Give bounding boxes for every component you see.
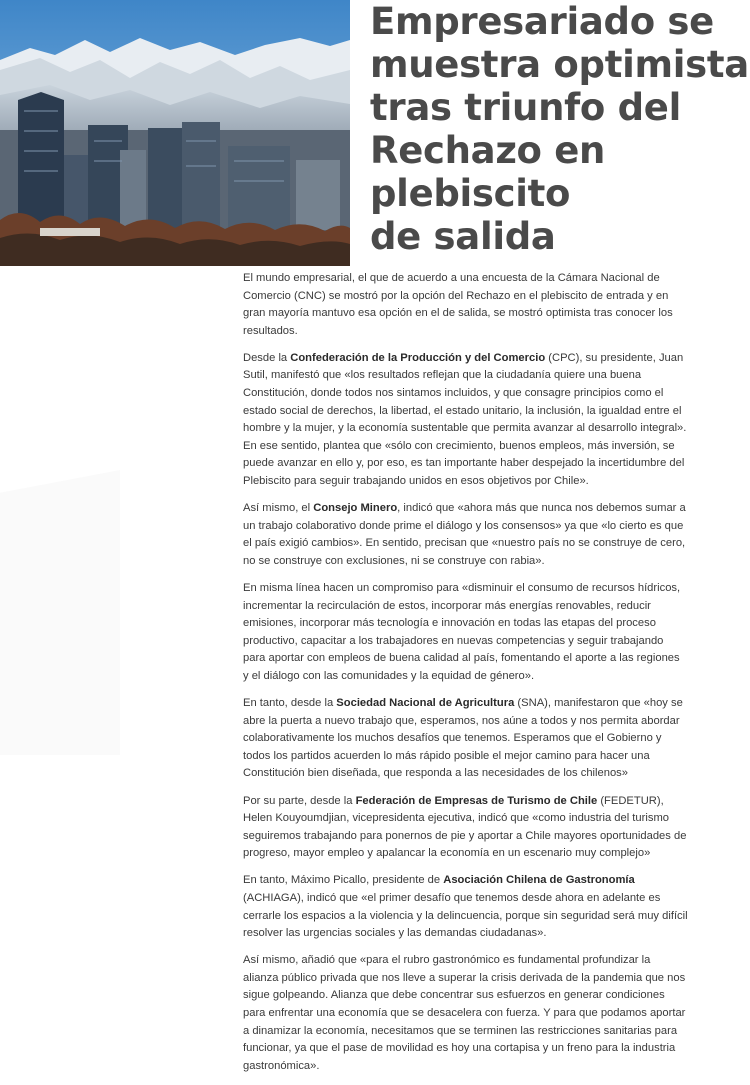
article-paragraph [243,270,688,340]
paragraph-text: El mundo empresarial, el que de acuerdo a una encuesta de la Cámara Nacional de Comercio (CNC) se mostró por la opción del Rechazo en el plebiscito de entrada y en gran mayoría mantuvo esa opción en el de salida, se mostró optimista tras conocer los resultados. [243,272,673,337]
article-title: Empresariado se muestra optimista tras triunfo del Rechazo en plebiscito de salida [370,0,749,258]
paragraph-text: (SNA), manifestaron que «hoy se abre la puerta a nuevo trabajo que, esperamos, nos aúne a todos y nos permita abordar colaborativamente los muchos desafíos que tenemos. Esperamos que el Gobierno y todos los partidos acuerden lo más rápido posible el mejor camino para hacer una Constitución bien diseñada, que responda a las necesidades de los chilenos» [243,697,683,780]
article-paragraph [243,952,688,1075]
organization-name: Sociedad Nacional de Agricultura [336,697,515,710]
paragraph-text: En misma línea hacen un compromiso para «disminuir el consumo de recursos hídricos, incrementar la recirculación de estos, incorporar más energías renovables, reducir emisiones, incorporar más tecnología e innovación en todas las etapas del proceso productivo, capacitar a los trabajadores en nuevas competencias y seguir trabajando para aportar con empleos de buena calidad al país, fomentando el aporte a las regiones y el diálogo con las comunidades y la equidad de género». [243,582,681,682]
left-decoration [0,470,120,755]
article-paragraph [243,872,688,942]
article-paragraph [243,793,688,863]
organization-name: Federación de Empresas de Turismo de Chile [355,794,598,807]
organization-name: Confederación de la Producción y del Comercio [290,351,546,364]
hero-image [0,0,350,266]
paragraph-text: , indicó que «ahora más que nunca nos debemos sumar a un trabajo colaborativo donde prime el diálogo y los consensos» ya que «lo cierto es que el país exigió cambios». En sentido, precisan que «nuestro país no se construye de cero, no se construye con exclusiones, ni se construye con rabia». [243,502,686,567]
paragraph-text: (FEDETUR), Helen Kouyoumdjian, vicepresidenta ejecutiva, indicó que «como industria del turismo seguiremos trabajando para ponernos de pie y aportar a Chile mayores oportunidades de progreso, mayor empleo y apalancar la economía en un escenario muy complejo» [243,794,687,860]
paragraph-text: Por su parte, desde la [243,794,356,807]
article-paragraph [243,500,688,570]
paragraph-text: (CPC), su presidente, Juan Sutil, manifestó que «los resultados reflejan que la ciudadanía quiere una buena Constitución, donde todos nos sintamos incluidos, y que consagre principios como el estado social de derechos, la libertad, el estado unitario, la inclusión, la igualdad entre el hombre y la mujer, y la economía sustentable que permita avanzar al desarrollo integral». En ese sentido, plantea que «sólo con crecimiento, buenos empleos, más inversión, se puede avanzar en ello y, por eso, es tan importante haber despejado la incertidumbre del Plebiscito para seguir trabajando unidos en esos objetivos por Chile». [243,351,687,488]
article-paragraph [243,695,688,783]
paragraph-text: En tanto, Máximo Picallo, presidente de [243,874,444,887]
paragraph-text: Así mismo, añadió que «para el rubro gastronómico es fundamental profundizar la alianza público privada que nos lleve a superar la crisis derivada de la pandemia que nos sigue golpeando. Alianza que debe concentrar sus esfuerzos en generar condiciones para enfrentar una economía que se desacelera con fuerza. Y para que podamos aportar a dinamizar la economía, necesitamos que se terminen las restricciones sanitarias para funcionar, ya que el pase de movilidad es hoy una cortapisa y un freno para la industria gastronómica». [243,954,686,1072]
article-body [243,270,688,1085]
article-paragraph [243,580,688,686]
paragraph-text: En tanto, desde la [243,697,337,710]
organization-name: Asociación Chilena de Gastronomía [443,874,635,887]
article-paragraph [243,350,688,491]
paragraph-text: Así mismo, el [243,502,314,515]
paragraph-text: (ACHIAGA), indicó que «el primer desafío que tenemos desde ahora en adelante es cerrarle los espacios a la violencia y la delincuencia, porque sin seguridad será muy difícil resolver las urgencias sociales y las demandas ciudadanas». [243,892,688,940]
paragraph-text: Desde la [243,351,291,364]
organization-name: Consejo Minero [313,502,398,515]
